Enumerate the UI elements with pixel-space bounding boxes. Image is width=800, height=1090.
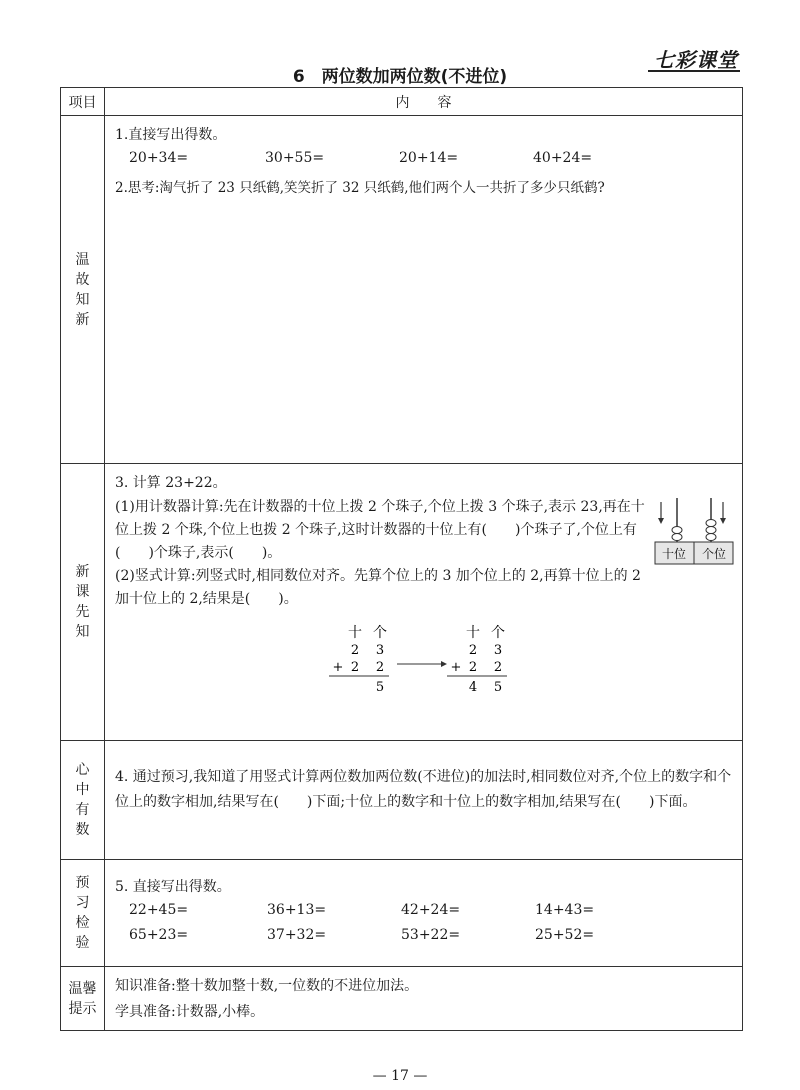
equation: 53+22= bbox=[401, 927, 461, 943]
calc2-tens-head: 十 bbox=[466, 625, 480, 641]
equation: 25+52= bbox=[535, 927, 595, 943]
equation: 22+45= bbox=[129, 902, 189, 918]
equation: 42+24= bbox=[401, 902, 461, 918]
calc2-result-tens: 4 bbox=[468, 680, 478, 695]
section-preview bbox=[105, 860, 743, 967]
brand-logo: 七彩课堂 bbox=[654, 48, 738, 72]
equation: 20+14= bbox=[399, 150, 459, 166]
equation: 20+34= bbox=[129, 150, 189, 166]
header-content: 内 容 bbox=[105, 88, 743, 116]
calc1-result-ones: 5 bbox=[375, 680, 385, 695]
equation: 14+43= bbox=[535, 902, 595, 918]
tip-tools: 学具准备:计数器,小棒。 bbox=[115, 1004, 265, 1020]
equation: 36+13= bbox=[267, 902, 327, 918]
abacus-tens-label: 十位 bbox=[661, 547, 687, 561]
header-project: 项目 bbox=[61, 88, 105, 116]
question-3: 3. 计算 23+22。 bbox=[115, 475, 227, 491]
tip-knowledge: 知识准备:整十数加整十数,一位数的不进位加法。 bbox=[115, 978, 419, 994]
section-label-review: 温故知新 bbox=[61, 116, 105, 464]
equation: 40+24= bbox=[533, 150, 593, 166]
calc2-b-tens: 2 bbox=[468, 660, 478, 675]
calc1-b-tens: 2 bbox=[350, 660, 360, 675]
calc2-plus: + bbox=[450, 660, 462, 675]
worksheet-table bbox=[60, 87, 743, 1031]
section-label-tips: 温馨提示 bbox=[61, 967, 105, 1031]
equation: 37+32= bbox=[267, 927, 327, 943]
abacus-ones-label: 个位 bbox=[701, 547, 727, 561]
calc2-a-ones: 3 bbox=[493, 643, 503, 658]
page-title: 6 两位数加两位数(不进位) bbox=[292, 67, 508, 87]
page-number: — 17 — bbox=[372, 1068, 428, 1084]
equation: 65+23= bbox=[129, 927, 189, 943]
question-3-part-1: (1)用计数器计算:先在计数器的十位上拨 2 个珠子,个位上拨 3 个珠子,表示 23,再在十位上拨 2 个珠,个位上也拨 2 个珠子,这时计数器的十位上有( )个珠子了,个位上有( )个珠子,表示( )。 bbox=[115, 499, 645, 561]
calc1-a-ones: 3 bbox=[375, 643, 385, 658]
calc1-b-ones: 2 bbox=[375, 660, 385, 675]
section-mind bbox=[105, 741, 743, 860]
calc1-a-tens: 2 bbox=[350, 643, 360, 658]
question-5: 5. 直接写出得数。 bbox=[115, 879, 231, 895]
vertical-calculations bbox=[325, 624, 525, 699]
question-1: 1.直接写出得数。 bbox=[115, 127, 227, 143]
section-label-new: 新课先知 bbox=[61, 464, 105, 741]
question-4: 4. 通过预习,我知道了用竖式计算两位数加两位数(不进位)的加法时,相同数位对齐,个位上的数字和个位上的数字相加,结果写在( )下面;十位上的数字和十位上的数字相加,结果写在( )下面。 bbox=[115, 769, 732, 810]
section-tips bbox=[105, 967, 743, 1031]
section-label-preview: 预习检验 bbox=[61, 860, 105, 967]
calc1-tens-head: 十 bbox=[348, 625, 362, 641]
calc2-ones-head: 个 bbox=[491, 625, 505, 641]
calc2-a-tens: 2 bbox=[468, 643, 478, 658]
section-label-mind: 心中有数 bbox=[61, 741, 105, 860]
calc1-ones-head: 个 bbox=[373, 625, 387, 641]
question-2: 2.思考:淘气折了 23 只纸鹤,笑笑折了 32 只纸鹤,他们两个人一共折了多少只纸鹤? bbox=[115, 180, 605, 196]
section-new bbox=[105, 464, 743, 741]
calc1-plus: + bbox=[332, 660, 344, 675]
calc2-result-ones: 5 bbox=[493, 680, 503, 695]
abacus-diagram bbox=[653, 494, 735, 569]
question-3-part-2: (2)竖式计算:列竖式时,相同数位对齐。先算个位上的 3 加个位上的 2,再算十位上的 2 加十位上的 2,结果是( )。 bbox=[115, 568, 641, 607]
calc2-b-ones: 2 bbox=[493, 660, 503, 675]
section-review bbox=[105, 116, 743, 464]
equation: 30+55= bbox=[265, 150, 325, 166]
